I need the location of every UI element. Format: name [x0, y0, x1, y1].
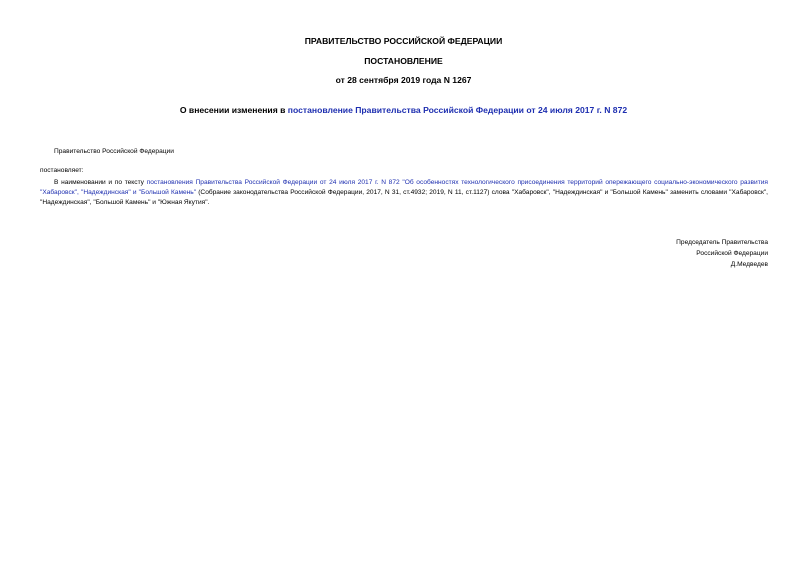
main-paragraph	[40, 178, 768, 208]
paragraph-start: В наименовании и по тексту	[54, 179, 147, 186]
subject-link[interactable]: постановление Правительства Российской Федерации от 24 июля 2017 г. N 872	[287, 105, 628, 115]
document-type-heading: ПОСТАНОВЛЕНИЕ	[364, 56, 443, 66]
signature-organization: Российской Федерации	[696, 250, 768, 257]
issuing-authority: Правительство Российской Федерации	[54, 148, 174, 155]
document-subject	[0, 105, 807, 116]
subject-prefix: О внесении изменения в	[179, 105, 288, 115]
paragraph-link[interactable]: постановления Правительства Российской Федерации от 24 июля 2017 г. N 872 "Об особенностях технологического присоединения территорий опережающего социально-экономического развития "Хабаровск", "Надеждинская" и "Большой Камень"	[40, 179, 769, 196]
signature-name: Д.Медведев	[730, 261, 768, 268]
signature-title: Председатель Правительства	[676, 239, 768, 246]
document-date: от 28 сентября 2019 года N 1267	[335, 75, 472, 85]
government-heading: ПРАВИТЕЛЬСТВО РОССИЙСКОЙ ФЕДЕРАЦИИ	[304, 36, 503, 46]
paragraph-end: (Собрание законодательства Российской Федерации, 2017, N 31, ст.4932; 2019, N 11, ст.1127) слова "Хабаровск", "Надеждинская" и "Большой Камень" заменить словами "Хабаровск", "Надеждинская", "Большой Камень" и "Южная Якутия".	[40, 189, 768, 206]
resolves-word: постановляет:	[40, 167, 84, 174]
